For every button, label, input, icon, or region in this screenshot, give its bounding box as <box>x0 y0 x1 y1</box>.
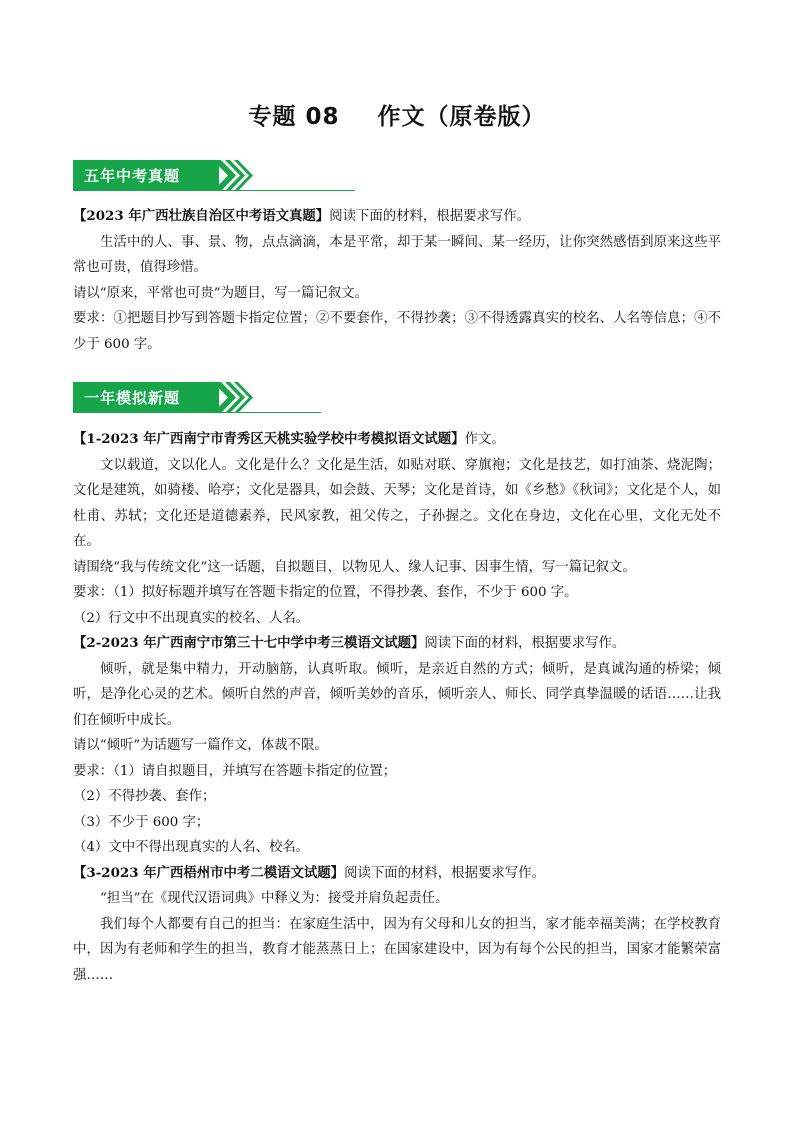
section-banner-one-year <box>73 382 321 416</box>
question-requirement-4: （4）文中不得出现真实的人名、校名。 <box>73 840 310 855</box>
question-source: 【2-2023 年广西南宁市第三十七中学中考三模语文试题】 <box>73 635 425 651</box>
banner-label: 一年模拟新题 <box>84 389 181 407</box>
question-requirement-2: （2）行文中不出现真实的校名、人名。 <box>73 610 310 626</box>
title-topic-name: 作文（原卷版） <box>377 104 546 130</box>
banner-stripes-icon <box>213 160 255 191</box>
question-source: 【2023 年广西壮族自治区中考语文真题】 <box>73 208 330 224</box>
banner-stripes-icon <box>213 382 255 413</box>
question-requirements: 要求：①把题目抄写到答题卡指定位置；②不要套作，不得抄袭；③不得透露真实的校名、人名等信息；④不少于 600 字。 <box>73 311 721 352</box>
question-requirement-1: 要求：（1）拟好标题并填写在答题卡指定的位置，不得抄袭、套作，不少于 600 字。 <box>73 585 578 600</box>
question-requirement-2: （2）不得抄袭、套作； <box>73 789 216 804</box>
question-1-nanning-tiantao <box>73 427 721 453</box>
question-definition: “担当”在《现代汉语词典》中释义为：接受并肩负起责任。 <box>100 891 449 906</box>
question-lead: 阅读下面的材料，根据要求写作。 <box>329 209 531 224</box>
title-topic-number: 专题 08 <box>248 104 340 130</box>
banner-rule <box>73 412 321 413</box>
question-prompt: 请围绕“我与传统文化”这一话题，自拟题目，以物见人、缘人记事、因事生情，写一篇记叙文。 <box>73 559 636 575</box>
banner-label: 五年中考真题 <box>84 167 181 185</box>
question-material: 我们每个人都要有自己的担当：在家庭生活中，因为有父母和儿女的担当，家才能幸福美满；在学校教育中，因为有老师和学生的担当，教育才能蒸蒸日上；在国家建设中，因为有每个公民的担当，国家才能繁荣富强…… <box>73 916 721 983</box>
question-2023-guangxi <box>73 204 721 230</box>
question-lead: 阅读下面的材料，根据要求写作。 <box>424 636 626 651</box>
question-lead: 作文。 <box>464 432 505 447</box>
banner-bar <box>73 160 219 190</box>
question-requirement-3: （3）不少于 600 字； <box>73 814 210 830</box>
question-2-nanning-37 <box>73 631 721 657</box>
question-material: 倾听，就是集中精力，开动脑筋，认真听取。倾听，是亲近自然的方式；倾听，是真诚沟通的桥梁；倾听，是净化心灵的艺术。倾听自然的声音，倾听美妙的音乐，倾听亲人、师长、同学真挚温暖的话语……让我们在倾听中成长。 <box>73 661 721 728</box>
question-material: 生活中的人、事、景、物，点点滴滴，本是平常，却于某一瞬间、某一经历，让你突然感悟到原来这些平常也可贵，值得珍惜。 <box>73 234 721 275</box>
page-title <box>0 98 794 131</box>
question-source: 【1-2023 年广西南宁市青秀区天桃实验学校中考模拟语文试题】 <box>73 431 465 447</box>
question-3-wuzhou <box>73 861 721 887</box>
section-banner-five-year <box>73 160 355 194</box>
question-prompt: 请以“原来，平常也可贵”为题目，写一篇记叙文。 <box>73 285 368 301</box>
section-five-year-content <box>73 204 721 357</box>
banner-rule <box>73 190 355 191</box>
question-prompt: 请以“倾听”为话题写一篇作文，体裁不限。 <box>73 738 328 753</box>
question-source: 【3-2023 年广西梧州市中考二模语文试题】 <box>73 864 345 881</box>
question-lead: 阅读下面的材料，根据要求写作。 <box>344 865 545 881</box>
banner-bar <box>73 382 219 412</box>
question-requirement-1: 要求：（1）请自拟题目，并填写在答题卡指定的位置； <box>73 763 397 779</box>
section-one-year-content <box>73 427 721 988</box>
question-material: 文以载道，文以化人。文化是什么？文化是生活，如贴对联、穿旗袍；文化是技艺，如打油茶、烧泥陶；文化是建筑，如骑楼、哈亭；文化是器具，如会鼓、天琴；文化是首诗，如《乡愁》《秋词》；文化是个人，如杜甫、苏轼；文化还是道德素养，民风家教，祖父传之，子孙握之。文化在身边，文化在心里，文化无处不在。 <box>73 457 721 549</box>
